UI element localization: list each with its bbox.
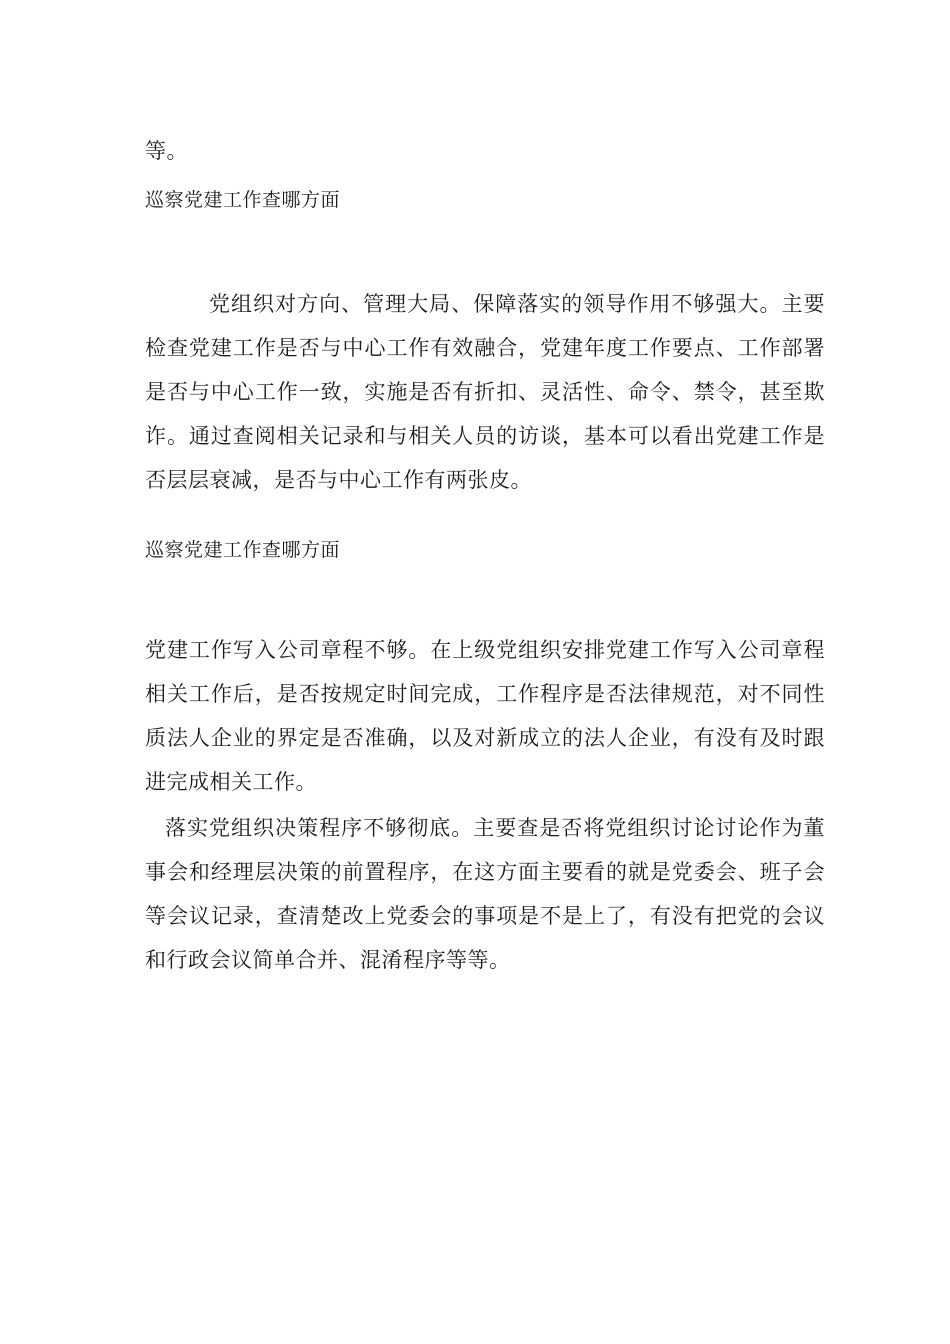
fragment-text: 等。 [145,139,188,163]
section-heading: 巡察党建工作查哪方面 [145,189,341,211]
body-paragraph: 党组织对方向、管理大局、保障落实的领导作用不够强大。主要检查党建工作是否与中心工作有效融合，党建年度工作要点、工作部署是否与中心工作一致，实施是否有折扣、灵活性、命令、禁令，甚至欺诈。通过查阅相关记录和与相关人员的访谈，基本可以看出党建工作是否层层衰减，是否与中心工作有两张皮。 [145,292,825,492]
body-paragraph: 党建工作写入公司章程不够。在上级党组织安排党建工作写入公司章程相关工作后，是否按规定时间完成，工作程序是否法律规范，对不同性质法人企业的界定是否准确，以及对新成立的法人企业，有没有及时跟进完成相关工作。 [145,638,825,794]
body-paragraph: 落实党组织决策程序不够彻底。主要查是否将党组织讨论讨论作为董事会和经理层决策的前置程序，在这方面主要看的就是党委会、班子会等会议记录，查清楚改上党委会的事项是不是上了，有没有把党的会议和行政会议简单合并、混淆程序等等。 [145,816,825,972]
section-heading: 巡察党建工作查哪方面 [145,539,341,561]
